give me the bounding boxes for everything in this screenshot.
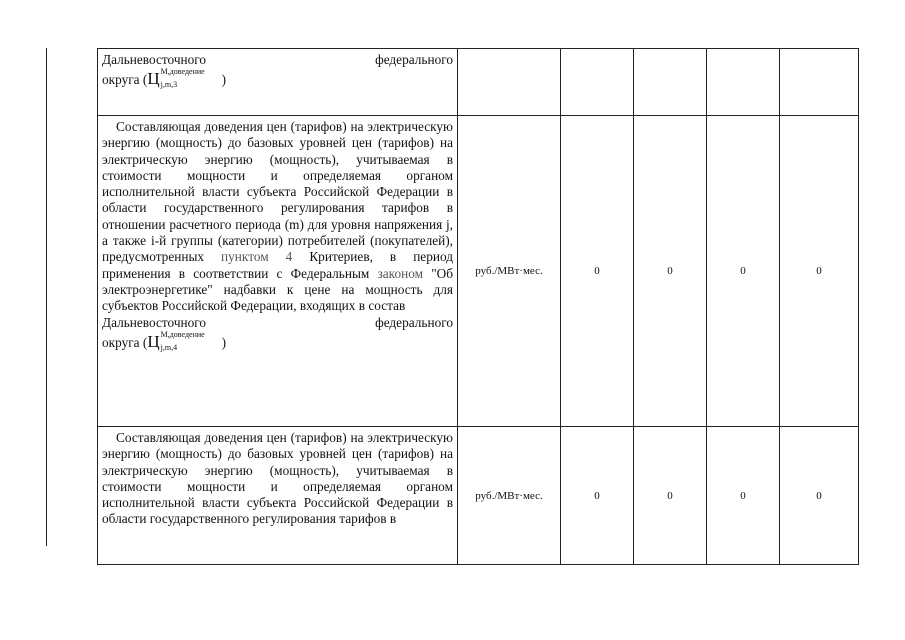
description-cell	[98, 116, 458, 427]
closing-paren: )	[221, 334, 227, 350]
value-cell: 0	[561, 116, 634, 427]
tariff-table	[97, 48, 859, 565]
value-cell: 0	[780, 116, 859, 427]
table-row	[98, 49, 859, 116]
description-text: Критериев, в период применения в соответствии с Федеральным	[102, 249, 454, 281]
formula-symbol: Ц	[147, 69, 160, 89]
unit-cell: руб./МВт·мес.	[458, 427, 561, 565]
formula-subscript: j,m,4	[160, 342, 178, 352]
margin-line	[46, 48, 47, 546]
value-cell: 0	[707, 427, 780, 565]
description-text: Составляющая доведения цен (тарифов) на электрическую энергию (мощность) до базовых уровней цен (тарифов) на электрическую энергию (мощность), учитываемая в стоимости мощности и определяемая органом исполнительной власти субъекта Российской Федерации в области государственного регулирования тарифов в отношении расчетного периода (m) для уровня напряжения j, а также i-й группы (категории) потребителей (покупателей), предусмотренных	[102, 119, 453, 265]
region-word: Дальневосточного	[102, 314, 207, 330]
description-text: Составляющая доведения цен (тарифов) на электрическую энергию (мощность) до базовых уровней цен (тарифов) на электрическую энергию (мощность), учитываемая в стоимости мощности и определяемая органом исполнительной власти субъекта Российской Федерации в области государственного регулирования тарифов в	[102, 430, 453, 527]
formula-superscript: М,доведение	[160, 67, 205, 77]
law-link[interactable]: законом	[377, 265, 424, 281]
value-cell: 0	[634, 116, 707, 427]
okrug-text: округа (	[102, 334, 148, 350]
value-cell	[780, 49, 859, 116]
unit-cell: руб./МВт·мес.	[458, 116, 561, 427]
value-cell	[561, 49, 634, 116]
unit-cell	[458, 49, 561, 116]
region-word: Дальневосточного	[102, 52, 207, 67]
value-cell: 0	[561, 427, 634, 565]
value-cell	[634, 49, 707, 116]
description-cell	[98, 427, 458, 565]
value-cell: 0	[634, 427, 707, 565]
description-cell	[98, 49, 458, 116]
table-row	[98, 427, 859, 565]
okrug-text: округа (	[102, 72, 148, 88]
federal-word: федерального	[375, 52, 453, 67]
value-cell	[707, 49, 780, 116]
federal-word: федерального	[375, 314, 453, 330]
value-cell: 0	[707, 116, 780, 427]
table-row	[98, 116, 859, 427]
formula-superscript: М,доведение	[160, 329, 205, 339]
formula-subscript: j,m,3	[160, 80, 178, 90]
closing-paren: )	[221, 72, 227, 88]
description-text: "Об электроэнергетике" надбавки к цене на мощность для субъектов Российской Федерации, входящих в состав	[102, 265, 454, 314]
point-4-link[interactable]: пунктом 4	[221, 249, 293, 265]
formula-symbol: Ц	[147, 331, 160, 351]
value-cell: 0	[780, 427, 859, 565]
